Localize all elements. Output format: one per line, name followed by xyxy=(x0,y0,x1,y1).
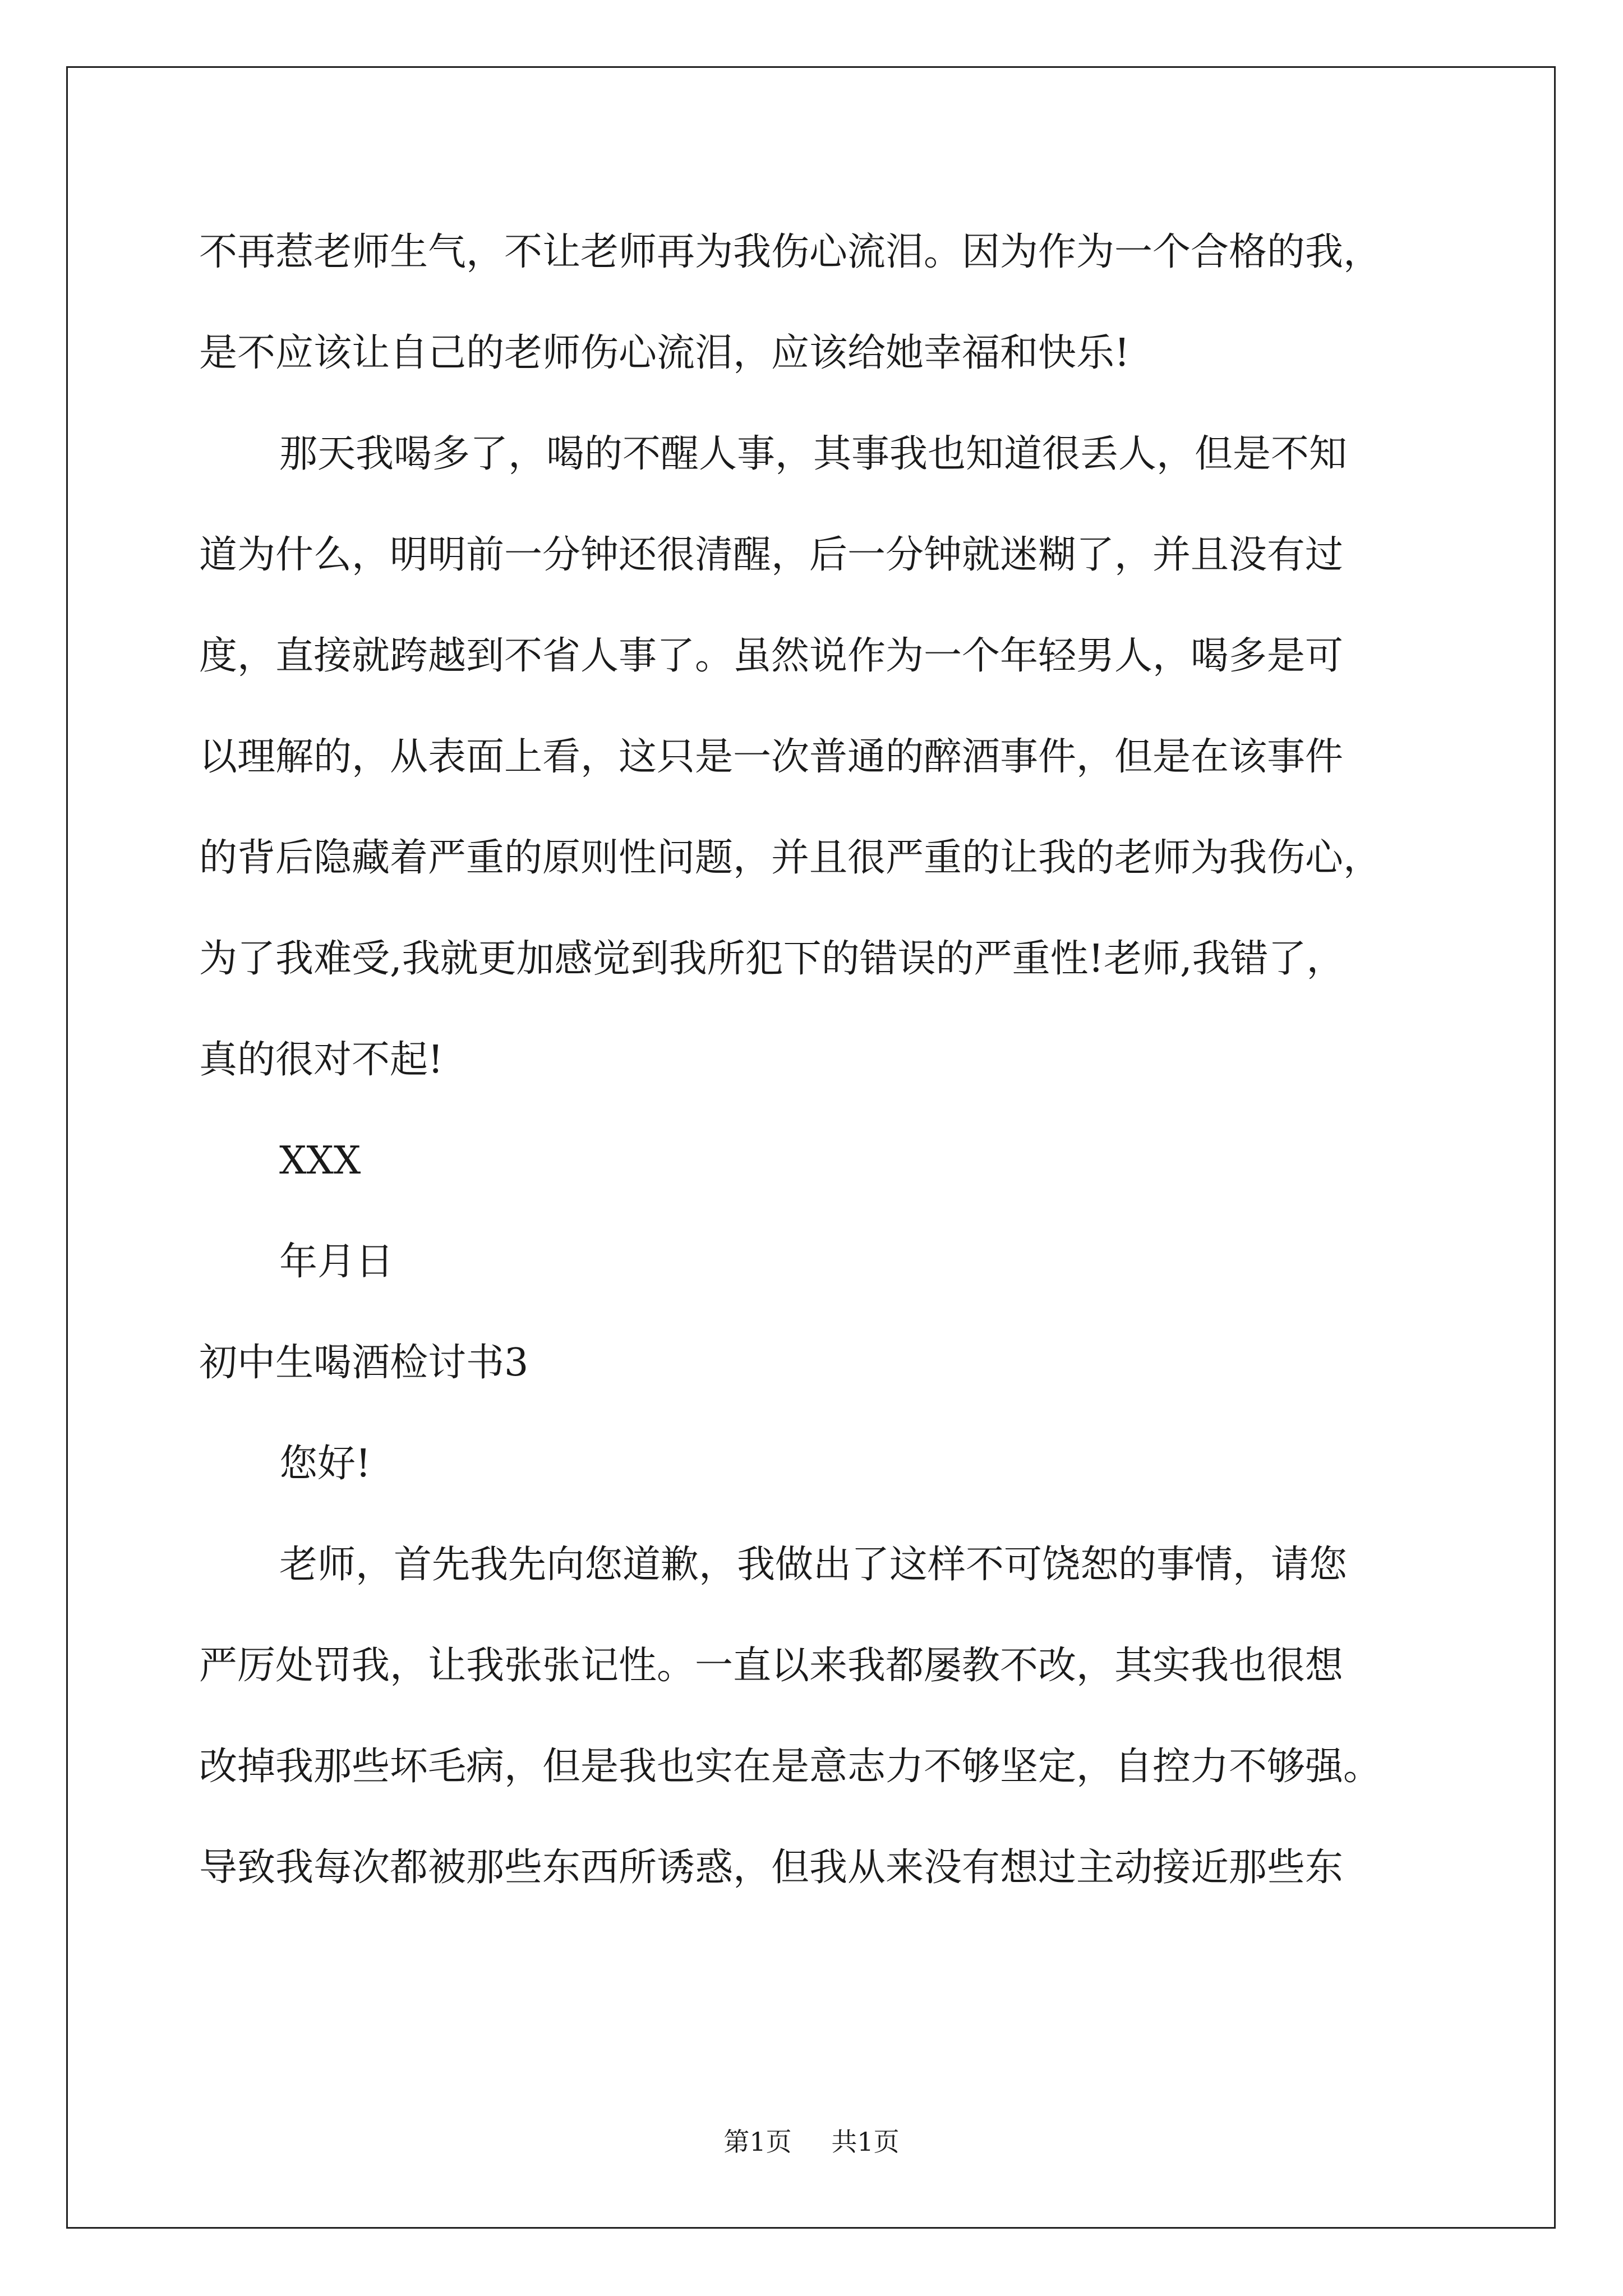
text-line: 改掉我那些坏毛病，但是我也实在是意志力不够坚定，自控力不够强。 xyxy=(199,1745,1382,1789)
section-title: 初中生喝酒检讨书3 xyxy=(199,1341,529,1385)
paragraph-first-line: 老师，首先我先向您道歉，我做出了这样不可饶恕的事情，请您 xyxy=(279,1543,1348,1587)
page-total: 共1页 xyxy=(831,2127,900,2157)
greeting: 您好! xyxy=(279,1442,371,1486)
text-line: 是不应该让自己的老师伤心流泪，应该给她幸福和快乐! xyxy=(199,331,1130,375)
text-line: 导致我每次都被那些东西所诱惑，但我从来没有想过主动接近那些东 xyxy=(199,1846,1344,1890)
page-number: 第1页 xyxy=(723,2127,792,2157)
paragraph-first-line: 那天我喝多了，喝的不醒人事，其事我也知道很丢人，但是不知 xyxy=(279,432,1348,476)
text-line: 不再惹老师生气，不让老师再为我伤心流泪。因为作为一个合格的我， xyxy=(199,230,1382,274)
text-line: 以理解的，从表面上看，这只是一次普通的醉酒事件，但是在该事件 xyxy=(199,735,1344,779)
text-line: 真的很对不起! xyxy=(199,1038,444,1082)
signature-date: 年月日 xyxy=(279,1240,394,1284)
page-footer xyxy=(0,2126,1623,2157)
text-line: 为了我难受,我就更加感觉到我所犯下的错误的严重性!老师,我错了， xyxy=(199,937,1345,981)
text-line: 道为什么，明明前一分钟还很清醒，后一分钟就迷糊了，并且没有过 xyxy=(199,533,1344,577)
signature-name: XXX xyxy=(279,1139,361,1183)
text-line: 度，直接就跨越到不省人事了。虽然说作为一个年轻男人，喝多是可 xyxy=(199,634,1344,678)
text-line: 严厉处罚我，让我张张记性。一直以来我都屡教不改，其实我也很想 xyxy=(199,1644,1344,1688)
text-line: 的背后隐藏着严重的原则性问题，并且很严重的让我的老师为我伤心， xyxy=(199,836,1382,880)
